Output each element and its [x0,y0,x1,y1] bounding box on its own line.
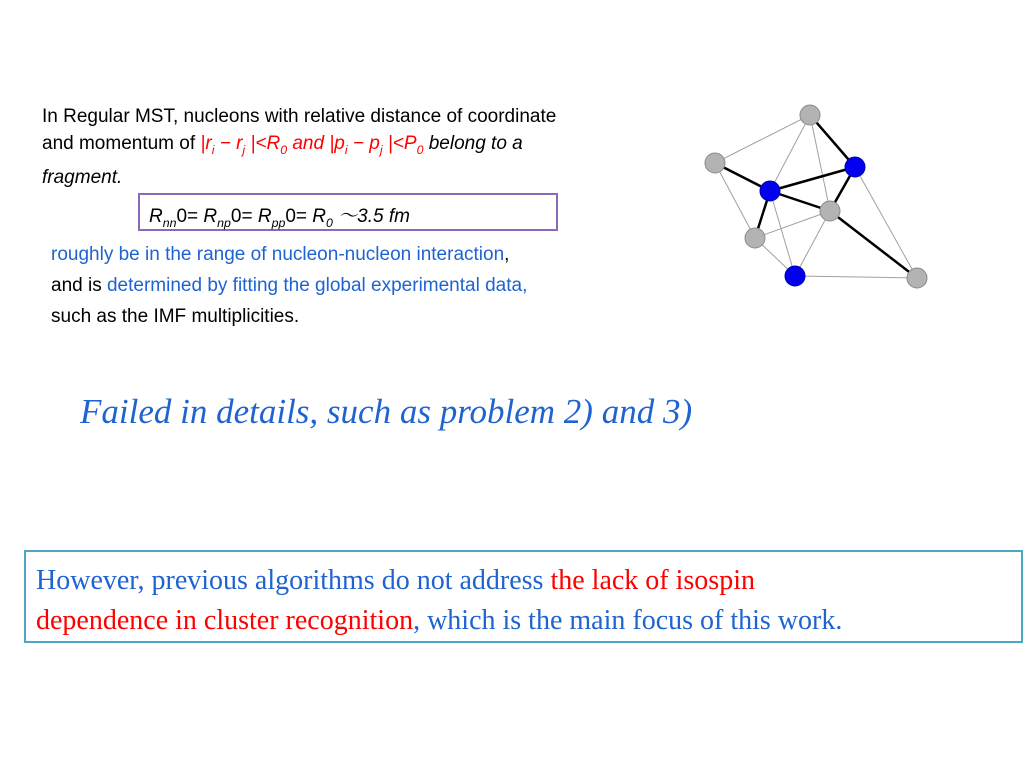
condition-expression: $|r_i - r_j$ $|<R_0$ and $|p_i - p_j$ $|<P_0$ [200,133,424,157]
explanation-line2: and is determined by fitting the global experimental data, [51,275,528,296]
graph-node-gray [820,201,840,221]
mst-line2-prefix: and momentum of [42,133,201,154]
r0-formula-box: $R_{nn}0= R_{np}0= R_{pp}0= R_0$ ～3.5 fm [138,193,558,231]
mst-line3: fragment. [42,166,123,188]
explanation-line3: such as the IMF multiplicities. [51,306,300,327]
graph-edge [795,276,917,278]
r0-explanation [51,239,691,332]
graph-node-blue [760,181,780,201]
graph-edge [810,115,830,211]
mst-line2-suffix: belong to a [423,133,523,154]
graph-edge [795,211,830,276]
graph-node-blue [785,266,805,286]
mst-description [42,103,692,191]
conclusion-line2: dependence in cluster recognition, which is the main focus of this work. [36,605,843,636]
explanation-line1: roughly be in the range of nucleon-nucleon interaction, [51,244,510,265]
graph-edge [770,115,810,191]
graph-node-blue [845,157,865,177]
conclusion-box [24,550,1023,643]
mst-line1: In Regular MST, nucleons with relative distance of coordinate [42,106,557,127]
graph-node-gray [907,268,927,288]
graph-edge [715,115,810,163]
graph-node-gray [745,228,765,248]
graph-edge [855,167,917,278]
conclusion-line1: However, previous algorithms do not address the lack of isospin [36,565,755,596]
failed-statement: Failed in details, such as problem 2) and 3) [80,392,693,431]
nucleon-graph-diagram [690,95,950,300]
graph-edge-bond [830,211,917,278]
mst-line2 [42,130,692,164]
graph-node-gray [800,105,820,125]
graph-edge [770,191,795,276]
graph-edge [755,211,830,238]
graph-node-gray [705,153,725,173]
graph-edges [715,115,917,278]
